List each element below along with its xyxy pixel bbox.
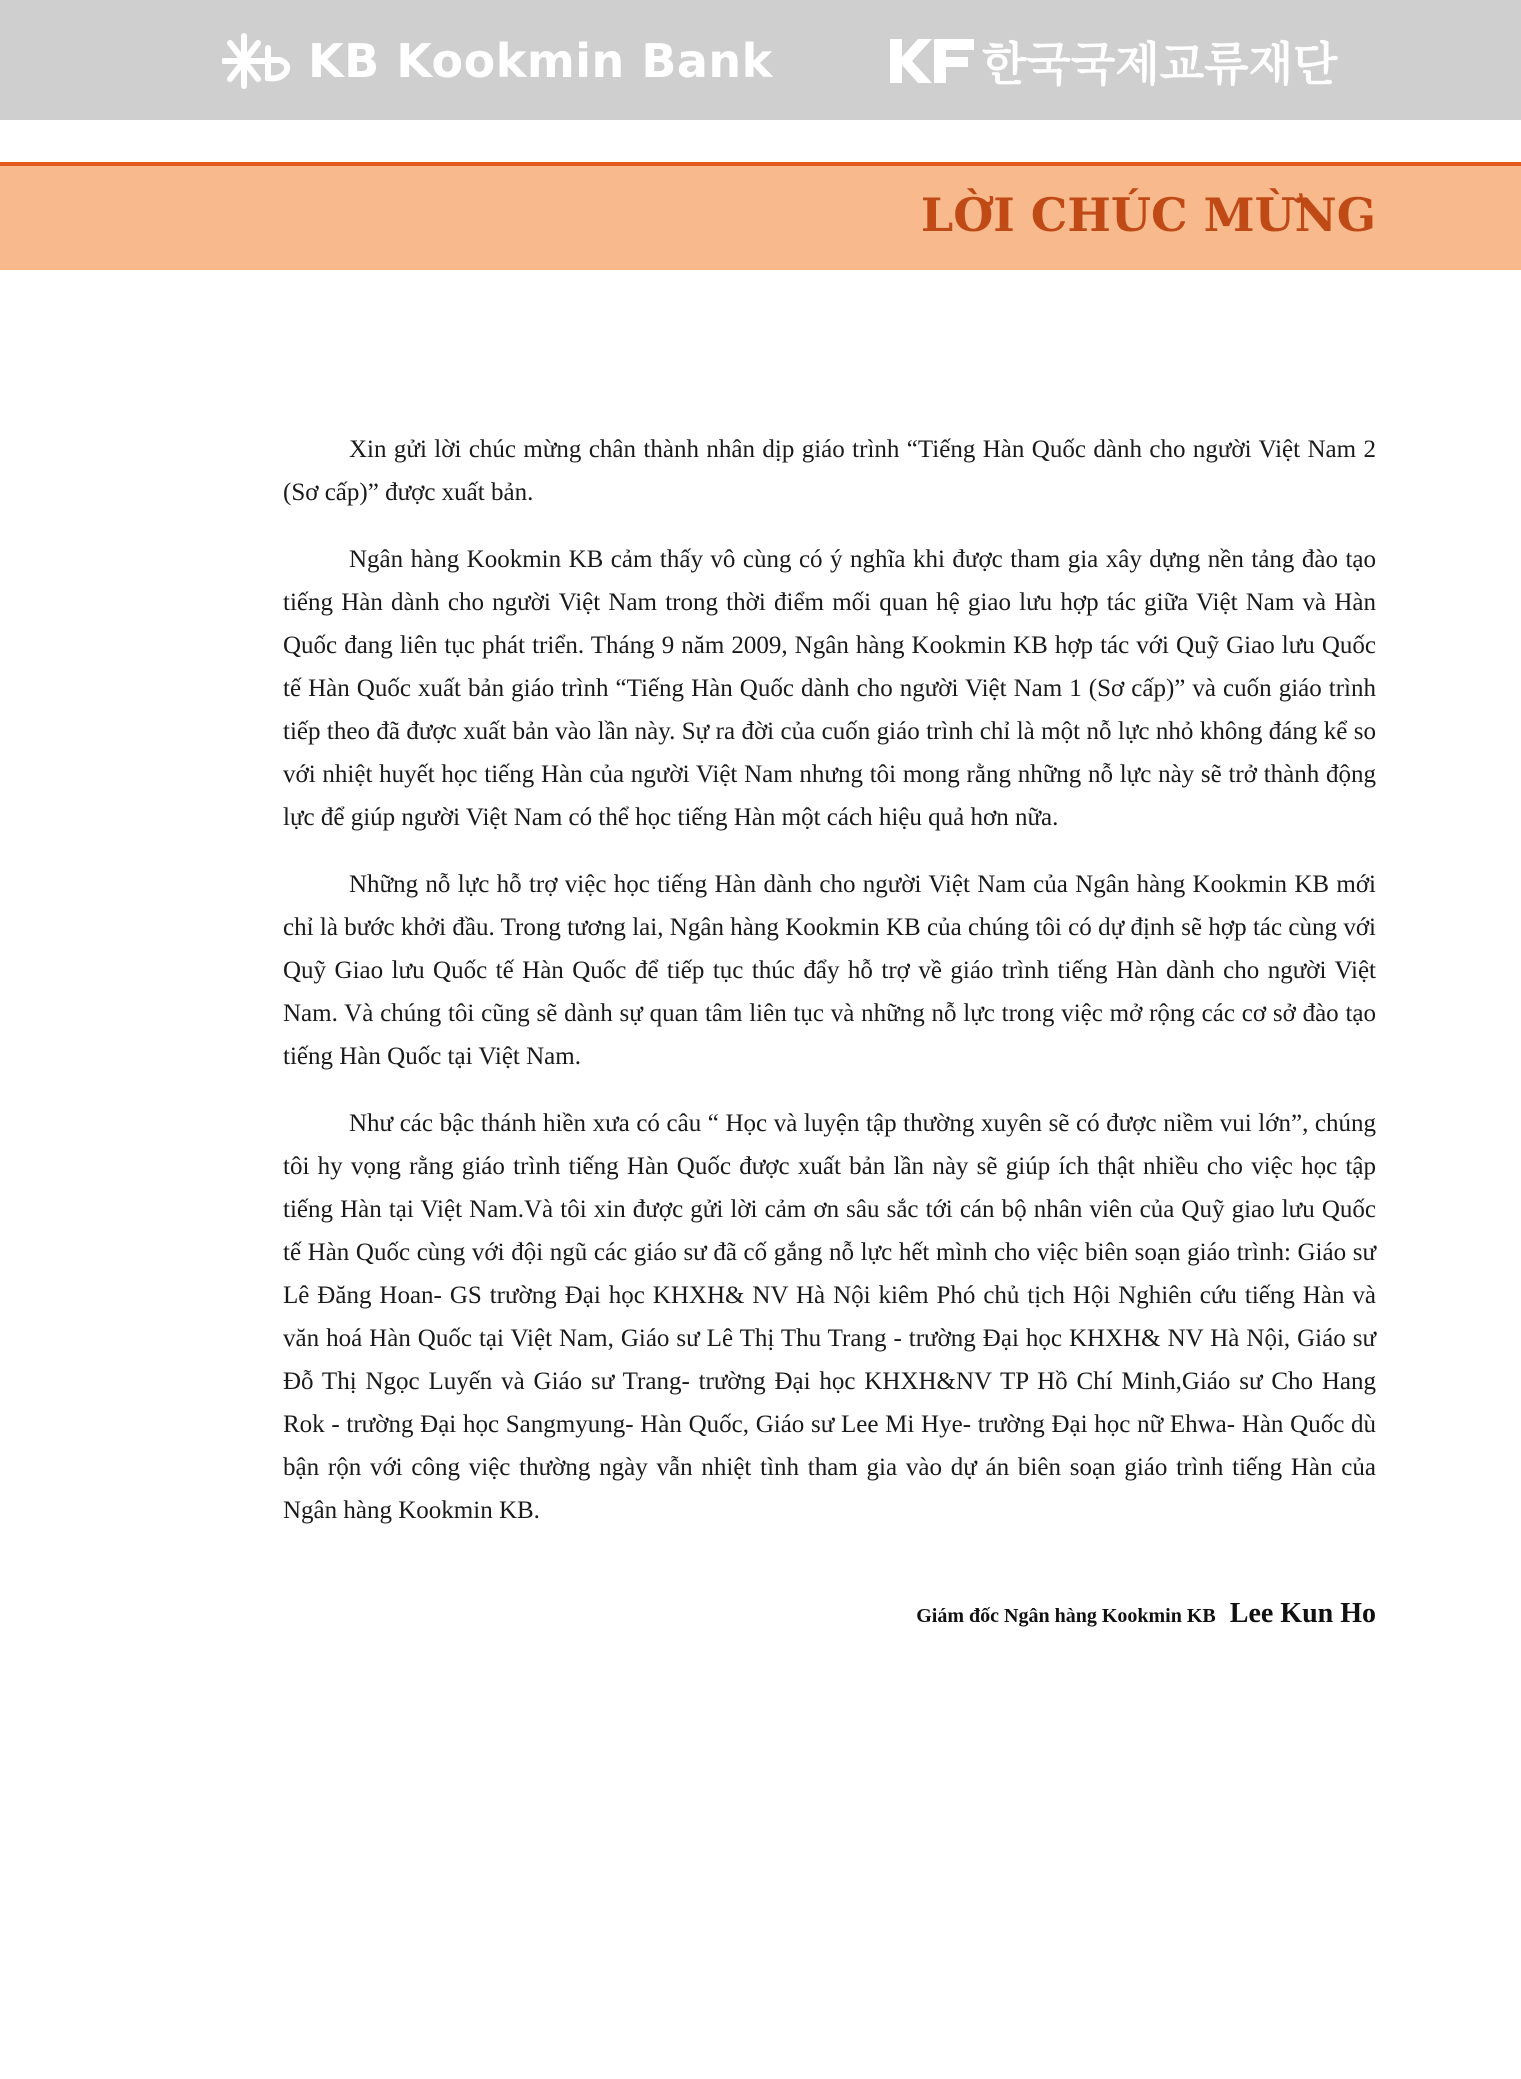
kf-logo-icon [888, 35, 976, 87]
page-title: LỜI CHÚC MỪNG [920, 188, 1376, 242]
paragraph-3: Những nỗ lực hỗ trợ việc học tiếng Hàn dành cho người Việt Nam của Ngân hàng Kookmin KB mới chỉ là bước khởi đầu. Trong tương lai, Ngân hàng Kookmin KB của chúng tôi có dự định sẽ hợp tác cùng với Quỹ Giao lưu Quốc tế Hàn Quốc để tiếp tục thúc đẩy hỗ trợ về giáo trình tiếng Hàn dành cho người Việt Nam. Và chúng tôi cũng sẽ dành sự quan tâm liên tục và những nỗ lực trong việc mở rộng các cơ sở đào tạo tiếng Hàn Quốc tại Việt Nam. [283, 871, 1376, 1070]
header-bar [0, 0, 1521, 120]
title-band [0, 162, 1521, 270]
paragraph-4: Như các bậc thánh hiền xưa có câu “ Học và luyện tập thường xuyên sẽ có được niềm vui lớn”, chúng tôi hy vọng rằng giáo trình tiếng Hàn Quốc được xuất bản lần này sẽ giúp ích thật nhiều cho việc học tập tiếng Hàn tại Việt Nam.Và tôi xin được gửi lời cảm ơn sâu sắc tới cán bộ nhân viên của Quỹ giao lưu Quốc tế Hàn Quốc cùng với đội ngũ các giáo sư đã cố gắng nỗ lực hết mình cho việc biên soạn giáo trình: Giáo sư Lê Đăng Hoan- GS trường Đại học KHXH& NV Hà Nội kiêm Phó chủ tịch Hội Nghiên cứu tiếng Hàn và văn hoá Hàn Quốc tại Việt Nam, Giáo sư Lê Thị Thu Trang - trường Đại học KHXH& NV Hà Nội, Giáo sư Đỗ Thị Ngọc Luyến và Giáo sư Trang- trường Đại học KHXH&NV TP Hồ Chí Minh,Giáo sư Cho Hang Rok - trường Đại học Sangmyung- Hàn Quốc, Giáo sư Lee Mi Hye- trường Đại học nữ Ehwa- Hàn Quốc dù bận rộn với công việc thường ngày vẫn nhiệt tình tham gia vào dự án biên soạn giáo trình tiếng Hàn của Ngân hàng Kookmin KB. [283, 1110, 1376, 1524]
letter-body [283, 428, 1376, 1556]
kb-logo-text: KB Kookmin Bank [308, 34, 773, 88]
korea-foundation-logo [888, 30, 1338, 92]
paragraph-1: Xin gửi lời chúc mừng chân thành nhân dịp giáo trình “Tiếng Hàn Quốc dành cho người Việt Nam 2 (Sơ cấp)” được xuất bản. [283, 436, 1376, 506]
paragraph-2: Ngân hàng Kookmin KB cảm thấy vô cùng có ý nghĩa khi được tham gia xây dựng nền tảng đào tạo tiếng Hàn dành cho người Việt Nam trong thời điểm mối quan hệ giao lưu hợp tác giữa Việt Nam và Hàn Quốc đang liên tục phát triển. Tháng 9 năm 2009, Ngân hàng Kookmin KB hợp tác với Quỹ Giao lưu Quốc tế Hàn Quốc xuất bản giáo trình “Tiếng Hàn Quốc dành cho người Việt Nam 1 (Sơ cấp)” và cuốn giáo trình tiếp theo đã được xuất bản vào lần này. Sự ra đời của cuốn giáo trình chỉ là một nỗ lực nhỏ không đáng kể so với nhiệt huyết học tiếng Hàn của người Việt Nam nhưng tôi mong rằng những nỗ lực này sẽ trở thành động lực để giúp người Việt Nam có thể học tiếng Hàn một cách hiệu quả hơn nữa. [283, 546, 1376, 831]
kb-star-icon [222, 30, 296, 92]
kb-kookmin-logo [222, 30, 773, 92]
signature [916, 1598, 1376, 1630]
signature-role: Giám đốc Ngân hàng Kookmin KB [916, 1605, 1216, 1627]
signature-name: Lee Kun Ho [1229, 1598, 1376, 1629]
kf-logo-text: 한국국제교류재단 [982, 37, 1338, 91]
